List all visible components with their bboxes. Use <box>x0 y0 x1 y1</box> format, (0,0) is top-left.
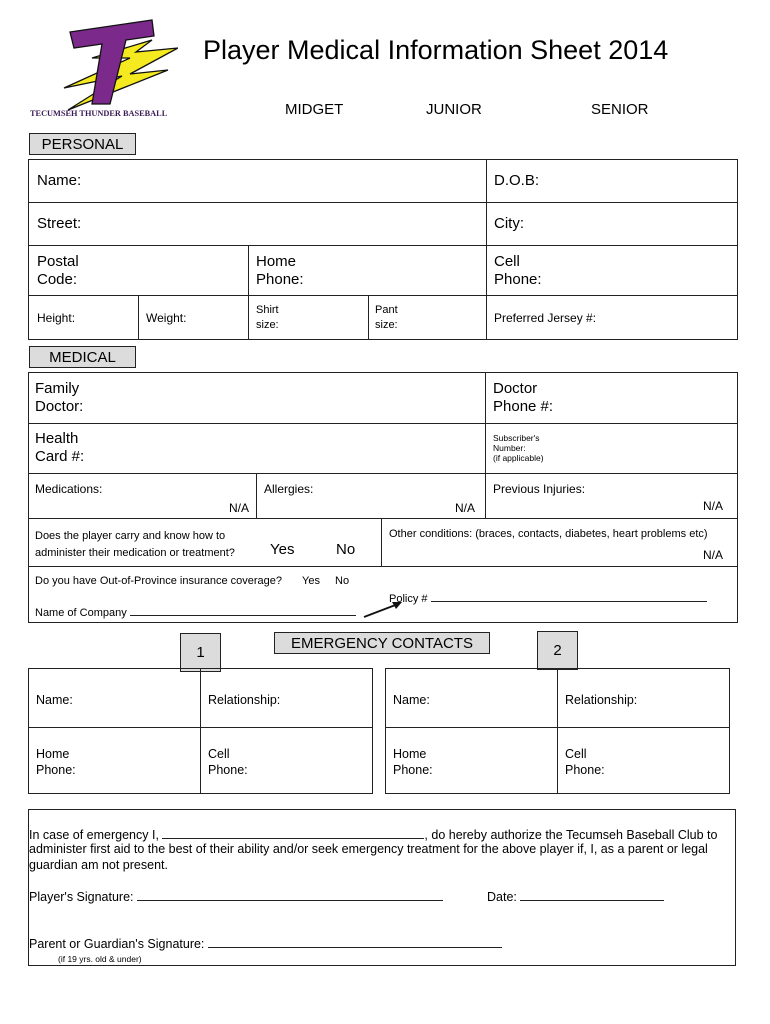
emergency-section-label: EMERGENCY CONTACTS <box>274 632 490 654</box>
city-field[interactable]: City: <box>494 215 524 232</box>
insurance-question: Do you have Out-of-Province insurance coverage? <box>35 575 283 587</box>
allergies-value: N/A <box>455 501 476 515</box>
policy-label: Policy # <box>389 593 428 605</box>
guardian-signature-label: Parent or Guardian's Signature: <box>29 937 205 951</box>
subscriber-number-field[interactable]: Subscriber's Number: (if applicable) <box>493 433 544 463</box>
consent-text-a: In case of emergency I, <box>29 828 159 842</box>
division-senior: SENIOR <box>591 101 649 118</box>
postal-code-field[interactable]: Postal Code: <box>37 253 79 288</box>
carry-yes-option[interactable]: Yes <box>270 541 295 558</box>
thunder-logo-icon <box>28 18 178 122</box>
contact-2-relationship-field[interactable]: Relationship: <box>565 693 638 707</box>
doctor-phone-field[interactable]: Doctor Phone #: <box>493 380 554 415</box>
insurance-yes-option[interactable]: Yes <box>302 575 320 587</box>
logo <box>28 18 178 122</box>
consent-text-b: , do hereby authorize the Tecumseh Baseball Club to <box>424 828 718 842</box>
allergies-field[interactable]: Allergies: <box>264 482 314 496</box>
contact-1-relationship-field[interactable]: Relationship: <box>208 693 281 707</box>
injuries-value: N/A <box>703 499 724 513</box>
insurance-no-option[interactable]: No <box>335 575 350 587</box>
contact-1-name-field[interactable]: Name: <box>36 693 73 707</box>
other-conditions-field[interactable]: Other conditions: (braces, contacts, diabetes, heart problems etc) <box>389 528 708 540</box>
guardian-note: (if 19 yrs. old & under) <box>58 954 142 964</box>
pant-size-field[interactable]: Pant size: <box>375 304 398 331</box>
contact-1-home-phone-field[interactable]: Home Phone: <box>36 747 76 777</box>
carry-medication-question: Does the player carry and know how to administer their medication or treatment? <box>35 530 235 559</box>
player-signature-label: Player's Signature: <box>29 890 134 904</box>
other-conditions-value: N/A <box>703 548 724 562</box>
consent-line-2: administer first aid to the best of their ability and/or seek emergency treatment for the above player if, I, as a parent or legal <box>29 842 708 856</box>
street-field[interactable]: Street: <box>37 215 82 232</box>
weight-field[interactable]: Weight: <box>146 311 187 325</box>
home-phone-field[interactable]: Home Phone: <box>256 253 304 288</box>
contact-2-name-field[interactable]: Name: <box>393 693 430 707</box>
name-field[interactable]: Name: <box>37 172 82 189</box>
height-field[interactable]: Height: <box>37 311 76 325</box>
carry-no-option[interactable]: No <box>336 541 356 558</box>
company-label: Name of Company <box>35 607 127 619</box>
consent-line-1 <box>29 826 717 842</box>
guardian-signature-field[interactable] <box>29 935 502 951</box>
contact-number-1: 1 <box>180 633 221 672</box>
family-doctor-field[interactable]: Family Doctor: <box>35 380 84 415</box>
guardian-name-input[interactable] <box>162 826 424 839</box>
consent-line-3: guardian am not present. <box>29 858 168 872</box>
contact-1-cell-phone-field[interactable]: Cell Phone: <box>208 747 248 777</box>
policy-number-field[interactable] <box>389 589 707 605</box>
division-midget: MIDGET <box>285 101 344 118</box>
page-title: Player Medical Information Sheet 2014 <box>203 35 669 65</box>
dob-field[interactable]: D.O.B: <box>494 172 540 189</box>
company-name-field[interactable] <box>35 603 356 619</box>
personal-section-label: PERSONAL <box>29 133 136 155</box>
shirt-size-field[interactable]: Shirt size: <box>256 304 279 331</box>
jersey-field[interactable]: Preferred Jersey #: <box>494 311 597 325</box>
cell-phone-field[interactable]: Cell Phone: <box>494 253 542 288</box>
medications-value: N/A <box>229 501 250 515</box>
logo-text: TECUMSEH THUNDER BASEBALL <box>30 109 168 118</box>
date-field[interactable] <box>487 888 664 904</box>
medications-field[interactable]: Medications: <box>35 482 103 496</box>
health-card-field[interactable]: Health Card #: <box>35 430 85 465</box>
previous-injuries-field[interactable]: Previous Injuries: <box>493 482 586 496</box>
contact-2-cell-phone-field[interactable]: Cell Phone: <box>565 747 605 777</box>
division-junior: JUNIOR <box>426 101 482 118</box>
contact-number-2: 2 <box>537 631 578 670</box>
date-label: Date: <box>487 890 517 904</box>
player-signature-field[interactable] <box>29 888 443 904</box>
contact-2-home-phone-field[interactable]: Home Phone: <box>393 747 433 777</box>
medical-section-label: MEDICAL <box>29 346 136 368</box>
